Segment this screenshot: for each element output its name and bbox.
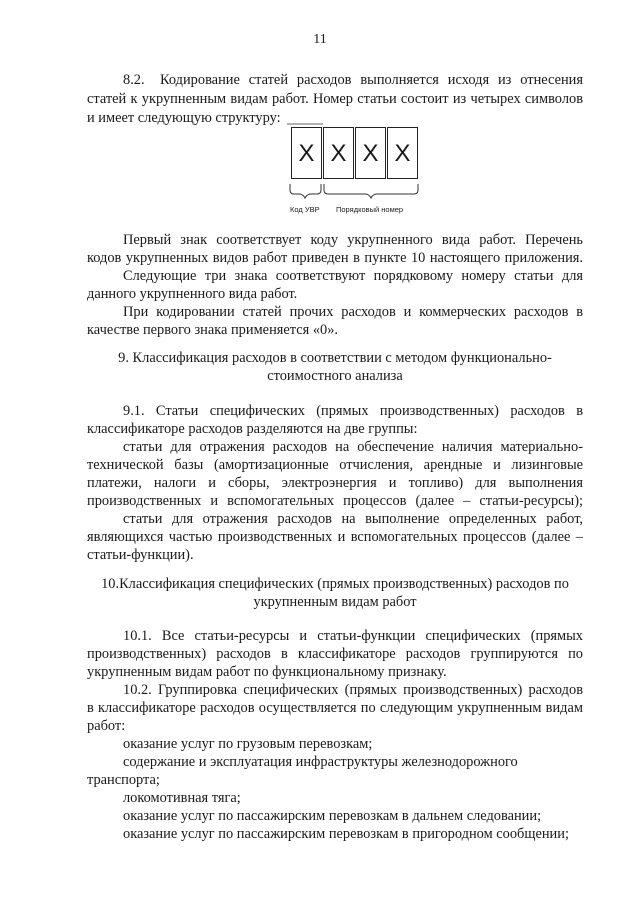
sec9-1-line-4: технической базы (амортизационные отчисления, арендные и лизинговые bbox=[87, 457, 583, 473]
paragraph-next-signs-line-2: данного укрупненного вида работ. bbox=[87, 286, 298, 302]
sec9-1-line-7: статьи для отражения расходов на выполнение определенных работ, bbox=[123, 511, 583, 527]
sec10-2-line-3: работ: bbox=[87, 718, 126, 734]
sec9-1-line-5: платежи, налоги и сборы, электроэнергия и топливо) для выполнения bbox=[87, 475, 583, 491]
list-item-locomotive-traction: локомотивная тяга; bbox=[123, 790, 241, 806]
sec10-2-line-1: 10.2. Группировка специфических (прямых производственных) расходов bbox=[123, 682, 583, 698]
code-cell-2: X bbox=[323, 127, 354, 179]
sec10-1-line-2: производственных) расходов в классификаторе расходов группируются по bbox=[87, 646, 583, 662]
sec10-1-line-3: укрупненным видам работ по функциональному признаку. bbox=[87, 664, 447, 680]
paragraph-next-signs-line-1: Следующие три знака соответствуют порядковому номеру статьи для bbox=[123, 268, 583, 284]
label-code-uvr: Код УВР bbox=[290, 205, 320, 214]
sec8-2-line-2: статей к укрупненным видам работ. Номер статьи состоит из четырех символов bbox=[87, 91, 583, 107]
paragraph-first-sign-line-1: Первый знак соответствует коду укрупненного вида работ. Перечень bbox=[123, 232, 583, 248]
list-item-infrastructure-line-2: транспорта; bbox=[87, 772, 160, 788]
code-cell-3: X bbox=[355, 127, 386, 179]
list-item-suburban-passenger: оказание услуг по пассажирским перевозкам в пригородном сообщении; bbox=[123, 826, 569, 842]
code-cell-4: X bbox=[387, 127, 418, 179]
paragraph-other-costs-line-1: При кодировании статей прочих расходов и коммерческих расходов в bbox=[123, 304, 583, 320]
label-sequence-number: Порядковый номер bbox=[336, 205, 404, 214]
section-9-heading-line-1: 9. Классификация расходов в соответствии с методом функционально- bbox=[118, 350, 552, 366]
paragraph-first-sign-line-2: кодов укрупненных видов работ приведен в пункте 10 настоящего приложения. bbox=[87, 250, 583, 266]
sec9-1-line-3: статьи для отражения расходов на обеспечение наличия материально- bbox=[123, 439, 583, 455]
list-item-freight: оказание услуг по грузовым перевозкам; bbox=[123, 736, 373, 752]
sec10-2-line-2: в классификаторе расходов осуществляется по следующим укрупненным видам bbox=[87, 700, 583, 716]
sec8-2-line-3: и имеет следующую структуру: bbox=[87, 110, 281, 126]
list-item-infrastructure-line-1: содержание и эксплуатация инфраструктуры железнодорожного bbox=[123, 754, 518, 770]
paragraph-other-costs-line-2: качестве первого знака применяется «0». bbox=[87, 322, 339, 338]
page-number: 11 bbox=[313, 32, 327, 47]
code-cell-1: X bbox=[291, 127, 322, 179]
section-9-heading-line-2: стоимостного анализа bbox=[267, 368, 403, 384]
sec8-2-line-1: Кодирование статей расходов выполняется исходя из отнесения bbox=[160, 72, 583, 88]
sec8-2-number: 8.2. bbox=[123, 72, 145, 88]
section-10-heading-line-1: 10.Классификация специфических (прямых производственных) расходов по bbox=[101, 576, 569, 592]
section-10-heading-line-2: укрупненным видам работ bbox=[253, 594, 417, 610]
sec9-1-line-9: статьи-функции). bbox=[87, 547, 194, 563]
sec10-1-line-1: 10.1. Все статьи-ресурсы и статьи-функции специфических (прямых bbox=[123, 628, 583, 644]
sec9-1-line-2: классификаторе расходов разделяются на две группы: bbox=[87, 421, 418, 437]
sec9-1-line-6: производственных и вспомогательных процессов (далее – статьи-ресурсы); bbox=[87, 493, 583, 509]
sec9-1-line-8: являющихся частью производственных и вспомогательных процессов (далее – bbox=[87, 529, 583, 545]
list-item-long-distance-passenger: оказание услуг по пассажирским перевозкам в дальнем следовании; bbox=[123, 808, 542, 824]
sec9-1-line-1: 9.1. Статьи специфических (прямых производственных) расходов в bbox=[123, 403, 583, 419]
